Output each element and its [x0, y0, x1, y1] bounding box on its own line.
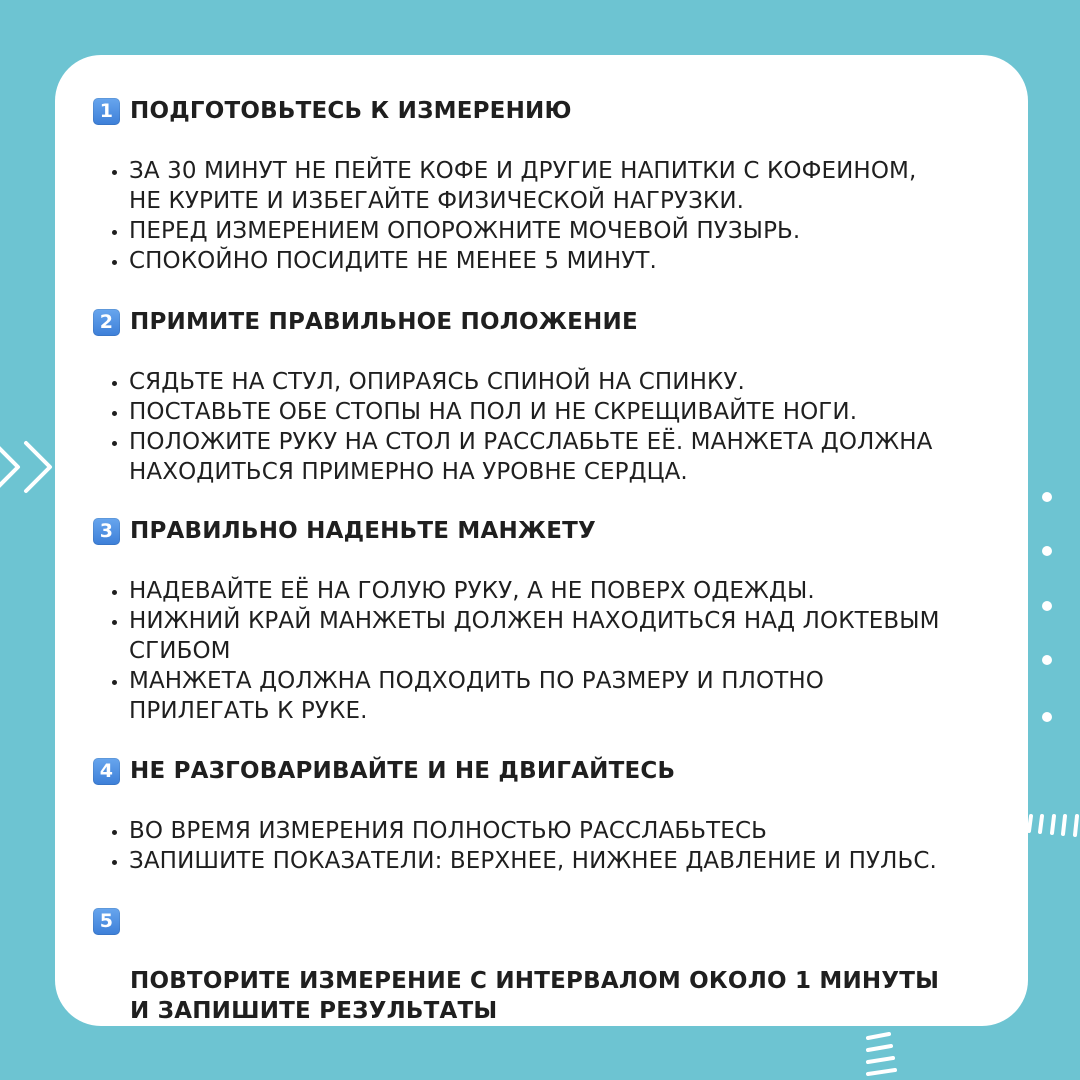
list-item: [111, 397, 933, 427]
section-1-list: [111, 156, 916, 276]
section-5-title: ПОВТОРИТЕ ИЗМЕРЕНИЕ С ИНТЕРВАЛОМ ОКОЛО 1 МИНУТЫ И ЗАПИШИТЕ РЕЗУЛЬТАТЫ: [130, 968, 940, 1024]
section-4-title: НЕ РАЗГОВАРИВАЙТЕ И НЕ ДВИГАЙТЕСЬ: [130, 758, 676, 784]
list-item-text: ЗА 30 МИНУТ НЕ ПЕЙТЕ КОФЕ И ДРУГИЕ НАПИТКИ С КОФЕИНОМ, НЕ КУРИТЕ И ИЗБЕГАЙТЕ ФИЗИЧЕСКОЙ НАГРУЗКИ.: [129, 158, 917, 214]
section-2-title: ПРИМИТЕ ПРАВИЛЬНОЕ ПОЛОЖЕНИЕ: [130, 309, 638, 335]
section-1: [93, 96, 993, 274]
bullet-icon: [112, 860, 117, 865]
list-item-text: СЯДЬТЕ НА СТУЛ, ОПИРАЯСЬ СПИНОЙ НА СПИНКУ.: [129, 369, 745, 395]
bullet-icon: [112, 260, 117, 265]
list-item: [111, 216, 916, 246]
list-item-text: СПОКОЙНО ПОСИДИТЕ НЕ МЕНЕЕ 5 МИНУТ.: [129, 248, 657, 274]
section-3-title: ПРАВИЛЬНО НАДЕНЬТЕ МАНЖЕТУ: [130, 518, 596, 544]
keycap-4-icon: 4: [93, 758, 120, 785]
list-item-text: ПОЛОЖИТЕ РУКУ НА СТОЛ И РАССЛАБЬТЕ ЕЁ. МАНЖЕТА ДОЛЖНА НАХОДИТЬСЯ ПРИМЕРНО НА УРОВНЕ СЕРДЦА.: [129, 429, 933, 485]
list-item: [111, 156, 916, 216]
keycap-1-icon: 1: [93, 98, 120, 125]
list-item-text: ЗАПИШИТЕ ПОКАЗАТЕЛИ: ВЕРХНЕЕ, НИЖНЕЕ ДАВЛЕНИЕ И ПУЛЬС.: [129, 848, 937, 874]
bullet-icon: [112, 411, 117, 416]
list-item: [111, 606, 940, 666]
section-2: [93, 307, 993, 485]
list-item: [111, 576, 940, 606]
list-item: [111, 666, 940, 726]
keycap-3-icon: 3: [93, 518, 120, 545]
section-3-heading: [93, 516, 993, 546]
list-item: [111, 246, 916, 276]
section-1-heading: [93, 96, 993, 126]
bullet-icon: [112, 590, 117, 595]
section-4: [93, 756, 993, 874]
list-item-text: МАНЖЕТА ДОЛЖНА ПОДХОДИТЬ ПО РАЗМЕРУ И ПЛОТНО ПРИЛЕГАТЬ К РУКЕ.: [129, 668, 824, 724]
section-3-list: [111, 576, 940, 726]
keycap-2-icon: 2: [93, 309, 120, 336]
section-2-list: [111, 367, 933, 487]
section-4-heading: [93, 756, 993, 786]
bullet-icon: [112, 230, 117, 235]
section-2-heading: [93, 307, 993, 337]
bullet-icon: [112, 830, 117, 835]
list-item: [111, 367, 933, 397]
list-item-text: НИЖНИЙ КРАЙ МАНЖЕТЫ ДОЛЖЕН НАХОДИТЬСЯ НАД ЛОКТЕВЫМ СГИБОМ: [129, 608, 940, 664]
section-1-title: ПОДГОТОВЬТЕСЬ К ИЗМЕРЕНИЮ: [130, 98, 572, 124]
bullet-icon: [112, 680, 117, 685]
section-5-heading: [93, 906, 993, 1026]
list-item: [111, 427, 933, 487]
list-item-text: ПЕРЕД ИЗМЕРЕНИЕМ ОПОРОЖНИТЕ МОЧЕВОЙ ПУЗЫРЬ.: [129, 218, 801, 244]
list-item: [111, 846, 937, 876]
list-item: [111, 816, 937, 846]
section-3: [93, 516, 993, 724]
list-item-text: ПОСТАВЬТЕ ОБЕ СТОПЫ НА ПОЛ И НЕ СКРЕЩИВАЙТЕ НОГИ.: [129, 399, 858, 425]
section-4-list: [111, 816, 937, 876]
bullet-icon: [112, 441, 117, 446]
bullet-icon: [112, 381, 117, 386]
bullet-icon: [112, 170, 117, 175]
bullet-icon: [112, 620, 117, 625]
list-item-text: ВО ВРЕМЯ ИЗМЕРЕНИЯ ПОЛНОСТЬЮ РАССЛАБЬТЕСЬ: [129, 818, 767, 844]
keycap-5-icon: 5: [93, 908, 120, 935]
section-5: [93, 906, 993, 1026]
list-item-text: НАДЕВАЙТЕ ЕЁ НА ГОЛУЮ РУКУ, А НЕ ПОВЕРХ ОДЕЖДЫ.: [129, 578, 815, 604]
